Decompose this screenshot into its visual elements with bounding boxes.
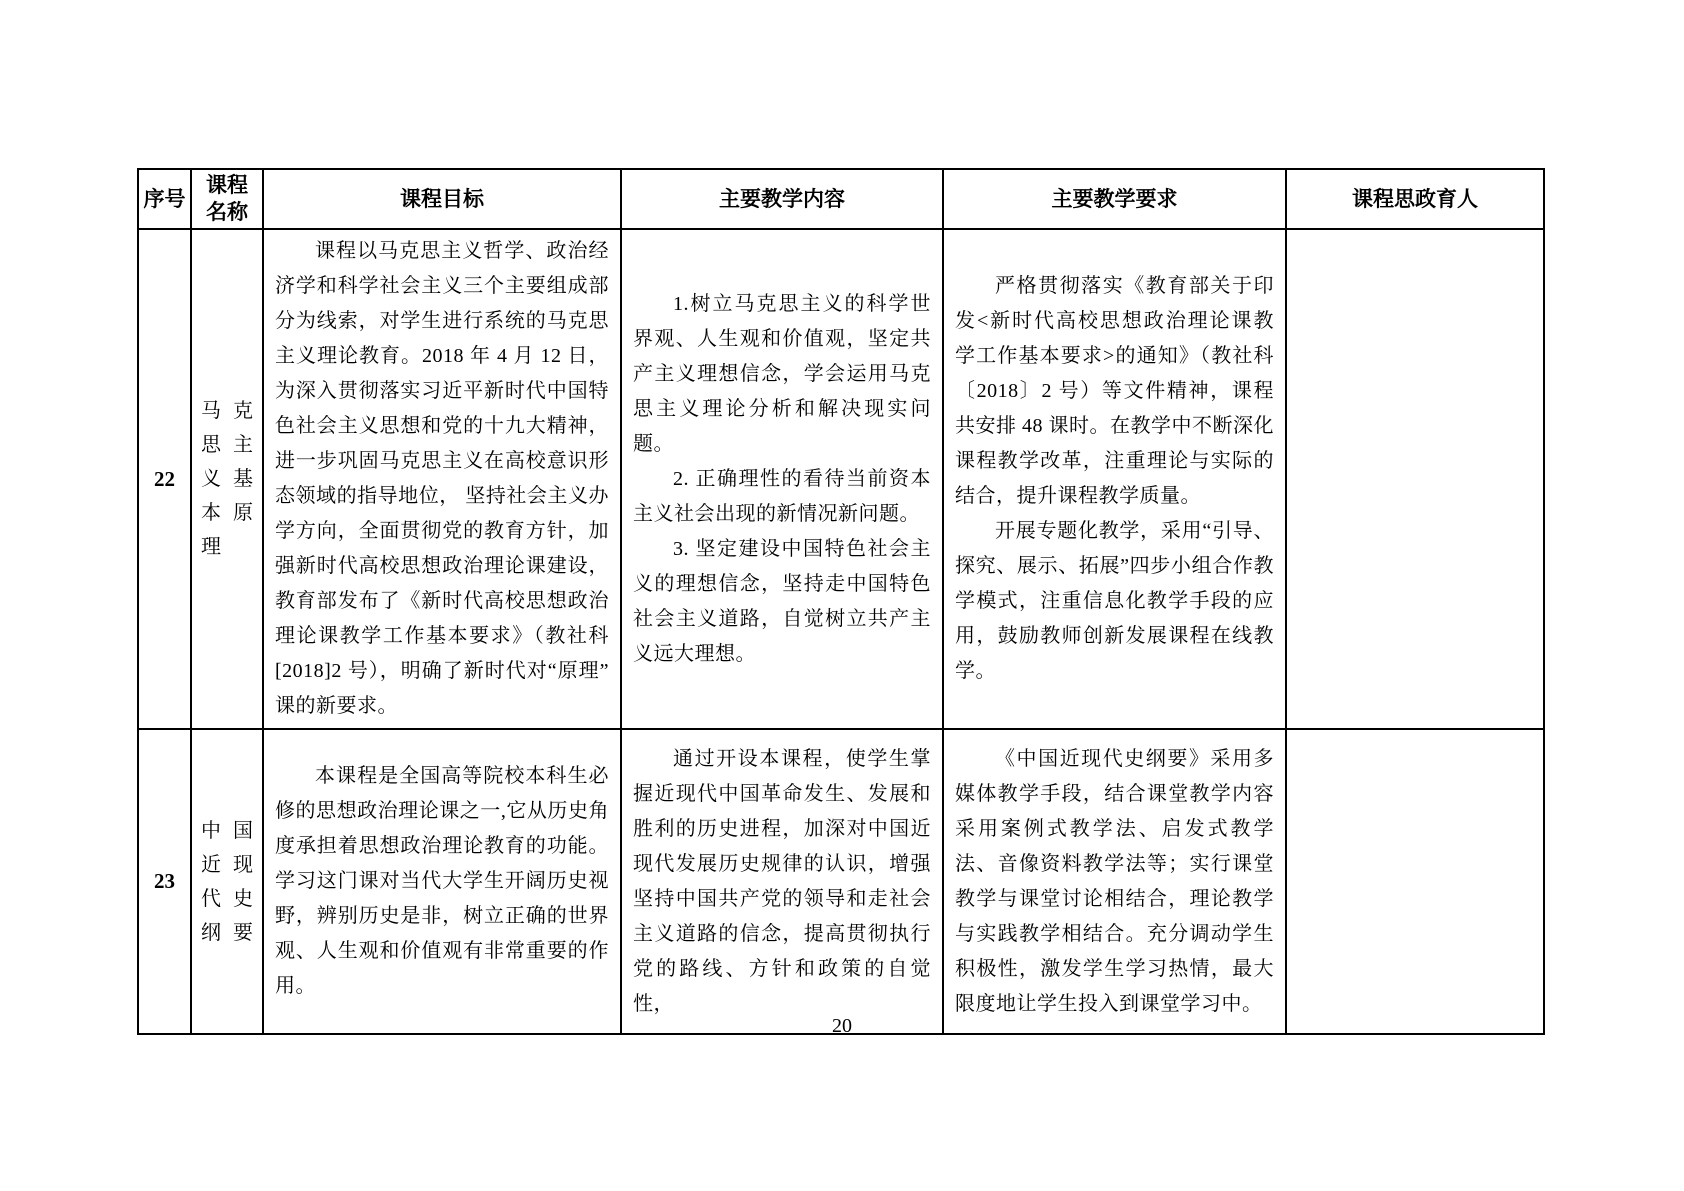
course-name: 中国近现代史纲要: [191, 729, 263, 1034]
header-course-name: 课程名称: [191, 169, 263, 229]
teaching-content-cell: [621, 229, 943, 729]
serial-number: 23: [138, 729, 191, 1034]
header-course-objectives: 课程目标: [263, 169, 621, 229]
header-ideological-education: 课程思政育人: [1286, 169, 1544, 229]
paragraph: 2. 正确理性的看待当前资本主义社会出现的新情况新问题。: [633, 467, 931, 525]
paragraph: 本课程是全国高等院校本科生必修的思想政治理论课之一,它从历史角度承担着思想政治理论教育的功能。学习这门课对当代大学生开阔历史视野，辨别历史是非，树立正确的世界观、人生观和价值观有非常重要的作用。: [275, 765, 609, 997]
ideological-education-cell: [1286, 229, 1544, 729]
course-table: [137, 168, 1545, 1035]
paragraph: 课程以马克思主义哲学、政治经济学和科学社会主义三个主要组成部分为线索，对学生进行系统的马克思主义理论教育。2018 年 4 月 12 日，为深入贯彻落实习近平新时代中国特色社会主义思想和党的十九大精神，进一步巩固马克思主义在高校意识形态领域的指导地位， 坚持社会主义办学方向，全面贯彻党的教育方针，加强新时代高校思想政治理论课建设，教育部发布了《新时代高校思想政治理论课教学工作基本要求》（教社科[2018]2 号），明确了新时代对“原理”课的新要求。: [275, 240, 609, 717]
table-header-row: [138, 169, 1544, 229]
header-teaching-requirements: 主要教学要求: [943, 169, 1286, 229]
serial-number: 22: [138, 229, 191, 729]
header-serial-number: 序号: [138, 169, 191, 229]
paragraph: 严格贯彻落实《教育部关于印发<新时代高校思想政治理论课教学工作基本要求>的通知》（教社科〔2018〕2 号）等文件精神，课程共安排 48 课时。在教学中不断深化课程教学改革，注重理论与实际的结合，提升课程教学质量。: [955, 275, 1274, 507]
paragraph: 通过开设本课程，使学生掌握近现代中国革命发生、发展和胜利的历史进程，加深对中国近现代发展历史规律的认识，增强坚持中国共产党的领导和走社会主义道路的信念，提高贯彻执行党的路线、方针和政策的自觉性，: [633, 747, 931, 1015]
table-row: [138, 729, 1544, 1034]
teaching-requirements-cell: [943, 729, 1286, 1034]
course-objectives-cell: [263, 229, 621, 729]
paragraph: 1.树立马克思主义的科学世界观、人生观和价值观，坚定共产主义理想信念，学会运用马克思主义理论分析和解决现实问题。: [633, 292, 931, 455]
table-row: [138, 229, 1544, 729]
course-name: 马克思主义基本原理: [191, 229, 263, 729]
teaching-requirements-cell: [943, 229, 1286, 729]
paragraph: 《中国近现代史纲要》采用多媒体教学手段，结合课堂教学内容采用案例式教学法、启发式教学法、音像资料教学法等；实行课堂教学与课堂讨论相结合，理论教学与实践教学相结合。充分调动学生积极性，激发学生学习热情，最大限度地让学生投入到课堂学习中。: [955, 747, 1274, 1015]
paragraph: 开展专题化教学，采用“引导、探究、展示、拓展”四步小组合作教学模式，注重信息化教学手段的应用，鼓励教师创新发展课程在线教学。: [955, 520, 1274, 682]
header-teaching-content: 主要教学内容: [621, 169, 943, 229]
page-number: 20: [832, 1015, 852, 1037]
course-objectives-cell: [263, 729, 621, 1034]
paragraph: 3. 坚定建设中国特色社会主义的理想信念，坚持走中国特色社会主义道路，自觉树立共产主义远大理想。: [633, 537, 931, 665]
ideological-education-cell: [1286, 729, 1544, 1034]
teaching-content-cell: [621, 729, 943, 1034]
